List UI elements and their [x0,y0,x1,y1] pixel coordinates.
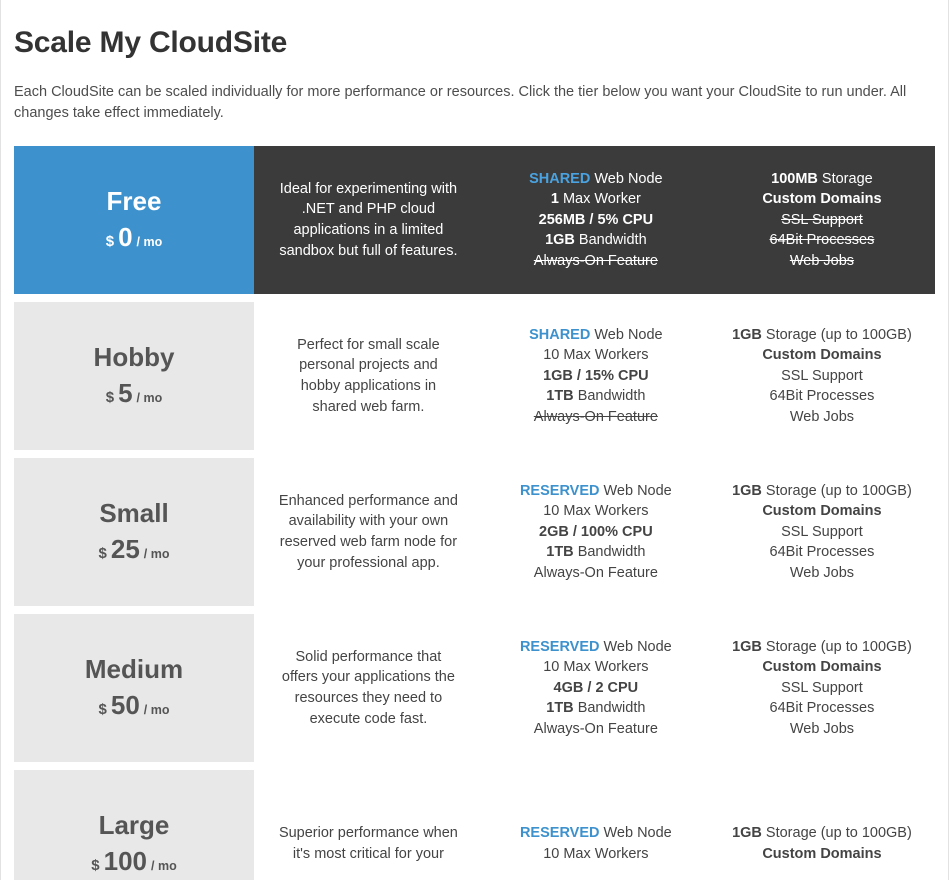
spec-item-lead: 1GB [545,232,575,249]
feature-item-lead: Custom Domains [762,846,882,863]
feature-item [732,522,912,543]
tier-features-column [709,458,935,606]
spec-item [520,657,672,678]
feature-item [732,481,912,502]
tier-price [106,378,163,409]
spec-item [529,345,663,366]
tier-description-column [254,614,483,762]
feature-item [762,210,881,231]
spec-item-rest: Web Node [599,825,672,842]
tier-specs-column [483,770,709,880]
tier-list [14,146,935,880]
feature-item [762,189,881,210]
feature-item-lead: Custom Domains [762,659,882,676]
tier-description-column [254,146,483,294]
feature-item [732,657,912,678]
tier-features-column [709,146,935,294]
feature-item-lead: Custom Domains [762,191,882,208]
feature-item [732,719,912,740]
feature-item-lead: Web Jobs [789,564,855,581]
spec-item-lead: 1TB [546,544,574,561]
tier-price [99,690,170,721]
tier-description-column [254,770,483,880]
spec-item-lead: 10 [543,846,560,863]
feature-item [762,169,881,190]
spec-item [520,563,672,584]
tier-price-currency: $ [105,388,115,406]
tier-description: Superior performance when it's most critical for your [278,825,458,863]
feature-item-rest: Storage (up to 100GB) [761,638,912,655]
spec-item-lead: 4GB / 2 CPU [553,679,639,696]
spec-item-rest: Max Workers [559,347,649,364]
tier-name: Large [98,810,170,841]
spec-item [520,522,672,543]
spec-item-lead: 2GB / 100% CPU [539,523,653,540]
tier-spec-list [520,823,672,864]
feature-item-lead: Web Jobs [789,408,855,425]
page-content [1,26,948,880]
spec-item-rest: Web Node [590,326,663,343]
spec-item [529,325,663,346]
spec-item-lead: 1 [550,191,559,208]
tier-description: Ideal for experimenting with .NET and PHP cloud applications in a limited sandbox but full of features. [279,180,458,259]
tier-features-column [709,614,935,762]
feature-item [732,698,912,719]
spec-item [520,637,672,658]
spec-item-rest: Web Node [599,638,672,655]
spec-item [520,542,672,563]
feature-item-lead: 64Bit Processes [769,388,875,405]
spec-item [520,823,672,844]
spec-item-lead: 256MB / 5% CPU [538,211,654,228]
feature-item-lead: Custom Domains [762,503,882,520]
spec-item-lead: SHARED [529,170,591,187]
tier-row-medium[interactable] [14,614,935,762]
spec-item [529,407,663,428]
feature-item-lead: 100MB [771,170,818,187]
tier-row-large[interactable] [14,770,935,880]
spec-item-rest: Max Workers [559,659,649,676]
tier-description-column [254,458,483,606]
tier-features-column [709,770,935,880]
tier-feature-list [762,169,881,272]
feature-item [732,563,912,584]
tier-name-column[interactable] [14,614,254,762]
spec-item [529,251,663,272]
tier-body[interactable] [254,146,935,294]
spec-item [529,189,663,210]
spec-item-lead: 10 [543,347,560,364]
tier-description: Perfect for small scale personal projects and hobby applications in shared web farm. [297,336,440,415]
feature-item-lead: SSL Support [781,523,863,540]
spec-item-rest: Bandwidth [573,544,646,561]
spec-item-lead: RESERVED [519,482,600,499]
tier-price-amount: 5 [118,377,133,408]
tier-body[interactable] [254,458,935,606]
spec-item-lead: 10 [543,503,560,520]
tier-price-period: / mo [151,858,177,873]
tier-features-column [709,302,935,450]
spec-item [520,501,672,522]
spec-item-rest: Bandwidth [573,388,646,405]
feature-item [732,501,912,522]
feature-item-rest: Storage (up to 100GB) [761,482,912,499]
spec-item-lead: 10 [543,659,560,676]
tier-price-amount: 0 [118,221,133,252]
tier-specs-column [483,614,709,762]
spec-item [529,210,663,231]
page-title: Scale My CloudSite [14,26,288,59]
feature-item [732,637,912,658]
tier-body[interactable] [254,302,935,450]
tier-price-period: / mo [136,234,163,249]
tier-price-period: / mo [143,546,170,561]
tier-feature-list [732,325,912,428]
spec-item [529,169,663,190]
spec-item-lead: 1TB [546,700,574,717]
tier-name-column[interactable] [14,302,254,450]
tier-row-free[interactable] [14,146,935,294]
tier-price-currency: $ [98,700,107,718]
spec-item-lead: Always-On Feature [533,252,658,269]
tier-description: Enhanced performance and availability with your own reserved web farm node for your professional app. [278,492,458,571]
feature-item-lead: 64Bit Processes [769,544,875,561]
tier-price-period: / mo [143,702,170,717]
tier-specs-column [483,458,709,606]
spec-item [520,481,672,502]
feature-item [732,678,912,699]
feature-item [732,366,912,387]
tier-spec-list [529,325,663,428]
feature-item [732,386,912,407]
feature-item [762,230,881,251]
feature-item-lead: 64Bit Processes [769,700,875,717]
spec-item-lead: 1GB / 15% CPU [543,367,649,384]
feature-item [732,345,912,366]
feature-item-rest: Storage (up to 100GB) [761,825,912,842]
page-description: Each CloudSite can be scaled individually for more performance or resources. Click the tier below you want your CloudSite to run under. All changes take effect immediately. [14,84,907,122]
tier-price-currency: $ [105,232,115,250]
tier-name-column[interactable] [14,146,254,294]
feature-item [732,542,912,563]
tier-feature-list [732,481,912,584]
tier-price-period: / mo [136,390,163,405]
feature-item-lead: 1GB [732,326,762,343]
tier-name: Hobby [93,342,175,373]
feature-item-lead: Custom Domains [762,347,882,364]
tier-spec-list [529,169,663,272]
tier-feature-list [732,637,912,740]
feature-item [732,325,912,346]
spec-item-lead: 1TB [546,388,574,405]
feature-item [732,407,912,428]
feature-item-lead: SSL Support [781,679,863,696]
spec-item [529,366,663,387]
feature-item-rest: Storage (up to 100GB) [761,326,912,343]
tier-spec-list [520,481,672,584]
tier-price [91,846,176,877]
feature-item [732,844,912,865]
spec-item [520,698,672,719]
tier-price-currency: $ [98,544,107,562]
spec-item-rest: Web Node [590,170,663,187]
tier-name: Small [99,498,169,529]
spec-item-rest: Bandwidth [574,232,647,249]
feature-item-lead: SSL Support [781,211,863,228]
tier-name: Medium [84,654,184,685]
spec-item-lead: SHARED [529,326,591,343]
spec-item-lead: Always-On Feature [533,408,658,425]
tier-row-hobby[interactable] [14,302,935,450]
tier-specs-column [483,302,709,450]
tier-name-column[interactable] [14,458,254,606]
feature-item [762,251,881,272]
spec-item-lead: RESERVED [519,638,600,655]
spec-item [520,719,672,740]
spec-item-rest: Max Workers [559,503,649,520]
spec-item [529,230,663,251]
tier-feature-list [732,823,912,864]
tier-price-amount: 50 [110,689,140,720]
spec-item [529,386,663,407]
spec-item [520,844,672,865]
spec-item-lead: RESERVED [519,825,600,842]
feature-item-lead: SSL Support [781,367,863,384]
feature-item-lead: 64Bit Processes [769,232,875,249]
spec-item-lead: Always-On Feature [533,720,658,737]
spec-item-rest: Web Node [599,482,672,499]
tier-price [106,222,163,253]
tier-price-currency: $ [91,856,100,874]
tier-specs-column [483,146,709,294]
spec-item-rest: Max Worker [558,191,641,208]
feature-item [732,823,912,844]
feature-item-lead: 1GB [732,482,762,499]
spec-item-rest: Max Workers [559,846,649,863]
tier-description-column [254,302,483,450]
feature-item-rest: Storage [817,170,873,187]
tier-description: Solid performance that offers your applications the resources they need to execute code fast. [281,648,455,727]
tier-name-column[interactable] [14,770,254,880]
feature-item-lead: Web Jobs [789,720,855,737]
spec-item-rest: Bandwidth [573,700,646,717]
tier-name: Free [106,186,162,217]
feature-item-lead: Web Jobs [789,252,855,269]
tier-spec-list [520,637,672,740]
tier-body[interactable] [254,614,935,762]
tier-price-amount: 25 [110,533,140,564]
tier-price [99,534,170,565]
spec-item [520,678,672,699]
feature-item-lead: 1GB [732,638,762,655]
tier-row-small[interactable] [14,458,935,606]
tier-price-amount: 100 [103,845,148,876]
tier-body[interactable] [254,770,935,880]
feature-item-lead: 1GB [732,825,762,842]
spec-item-lead: Always-On Feature [533,564,658,581]
